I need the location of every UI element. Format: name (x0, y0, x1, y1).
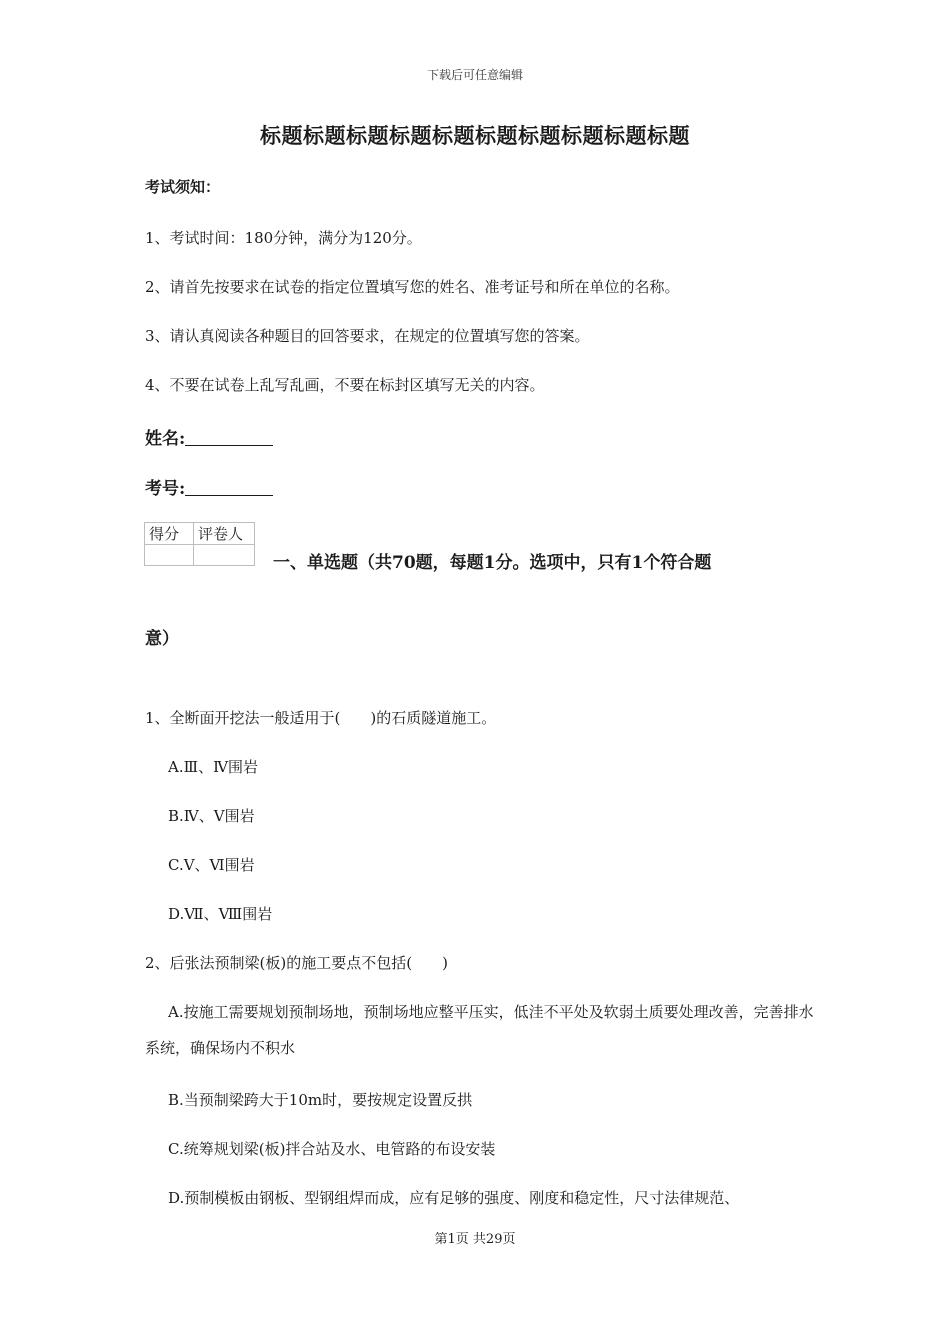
question-1-option-b[interactable]: B.Ⅳ、Ⅴ围岩 (168, 807, 255, 825)
name-field[interactable] (145, 424, 273, 449)
question-2-option-a[interactable]: A.按施工需要规划预制场地，预制场地应整平压实，低洼不平处及软弱土质要处理改善，完善排水系统，确保场内不积水 (145, 1003, 814, 1057)
question-2-option-d[interactable]: D.预制模板由钢板、型钢组焊而成，应有足够的强度、刚度和稳定性，尺寸法律规范、 (168, 1189, 740, 1207)
name-label: 姓名: (145, 429, 186, 449)
score-table (144, 522, 255, 566)
exam-id-blank[interactable] (185, 479, 273, 496)
question-1-option-a[interactable]: A.Ⅲ、Ⅳ围岩 (168, 758, 259, 776)
section-title: 一、单选题（共70题，每题1分。选项中，只有1个符合题 (273, 553, 712, 573)
exam-id-label: 考号: (145, 479, 186, 499)
notice-heading: 考试须知： (145, 178, 221, 196)
score-cell[interactable] (145, 545, 194, 566)
notice-item-2: 2、请首先按要求在试卷的指定位置填写您的姓名、准考证号和所在单位的名称。 (145, 278, 680, 296)
section-title-continued: 意） (145, 629, 179, 649)
question-1-option-c[interactable]: C.Ⅴ、Ⅵ围岩 (168, 856, 255, 874)
notice-item-1: 1、考试时间：180分钟，满分为120分。 (145, 229, 422, 247)
document-title: 标题标题标题标题标题标题标题标题标题标题 (260, 123, 690, 148)
grader-cell[interactable] (194, 545, 255, 566)
question-1-stem: 1、全断面开挖法一般适用于( )的石质隧道施工。 (145, 709, 497, 727)
notice-item-3: 3、请认真阅读各种题目的回答要求，在规定的位置填写您的答案。 (145, 327, 590, 345)
page-number: 第1页 共29页 (434, 1232, 516, 1247)
question-1-option-d[interactable]: D.Ⅶ、Ⅷ围岩 (168, 905, 273, 923)
notice-item-4: 4、不要在试卷上乱写乱画，不要在标封区填写无关的内容。 (145, 376, 545, 394)
name-blank[interactable] (185, 429, 273, 446)
grader-header: 评卷人 (194, 523, 255, 545)
exam-id-field[interactable] (145, 474, 273, 499)
question-2-option-b[interactable]: B.当预制梁跨大于10m时，要按规定设置反拱 (168, 1091, 473, 1109)
header-note: 下载后可任意编辑 (426, 68, 523, 82)
question-2-stem: 2、后张法预制梁(板)的施工要点不包括( ) (145, 954, 448, 972)
question-2-option-c[interactable]: C.统筹规划梁(板)拌合站及水、电管路的布设安装 (168, 1140, 496, 1158)
score-header: 得分 (145, 523, 194, 545)
